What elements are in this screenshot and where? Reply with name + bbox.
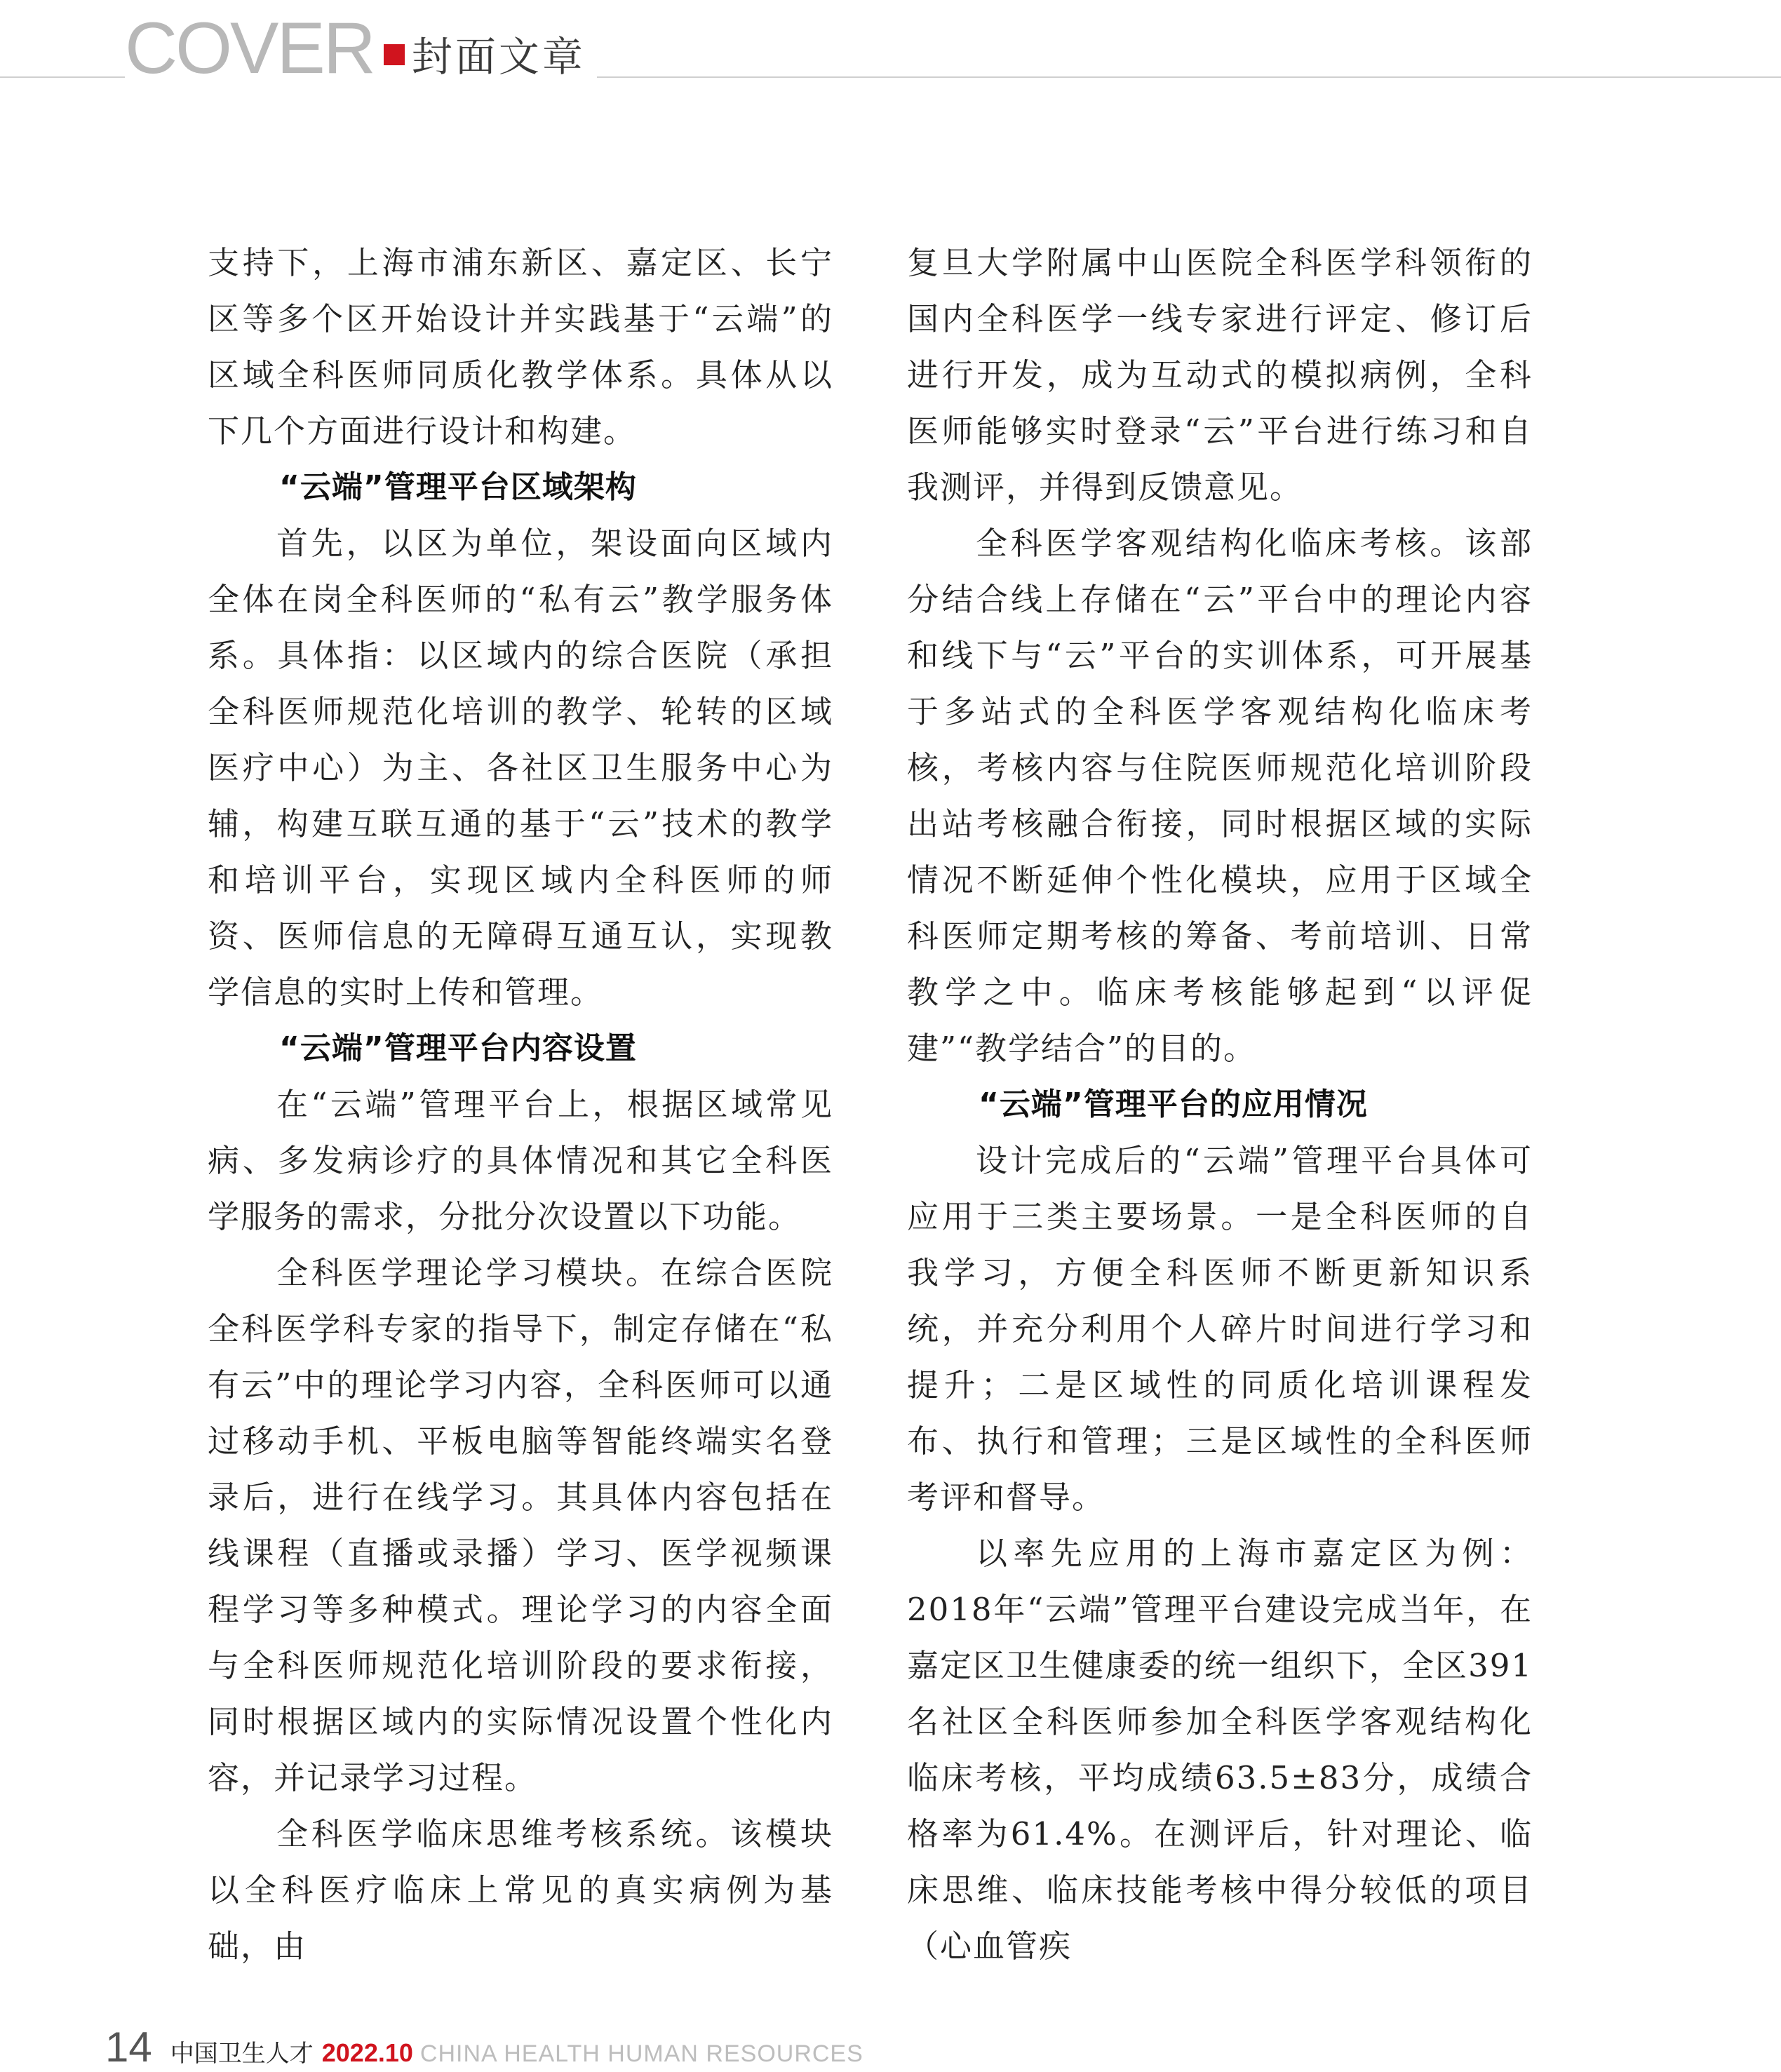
paragraph: 全科医学客观结构化临床考核。该部分结合线上存储在“云”平台中的理论内容和线下与“云”平台的实训体系，可开展基于多站式的全科医学客观结构化临床考核，考核内容与住院医师规范化培训阶段出站考核融合衔接，同时根据区域的实际情况不断延伸个性化模块，应用于区域全科医师定期考核的筹备、考前培训、日常教学之中。临床考核能够起到“以评促建”“教学结合”的目的。	[907, 525, 1533, 1067]
paragraph: 在“云端”管理平台上，根据区域常见病、多发病诊疗的具体情况和其它全科医学服务的需求，分批分次设置以下功能。	[208, 1086, 833, 1235]
paragraph: 全科医学理论学习模块。在综合医院全科医学科专家的指导下，制定存储在“私有云”中的理论学习内容，全科医师可以通过移动手机、平板电脑等智能终端实名登录后，进行在线学习。其具体内容包括在线课程（直播或录播）学习、医学视频课程学习等多种模式。理论学习的内容全面与全科医师规范化培训阶段的要求衔接，同时根据区域内的实际情况设置个性化内容，并记录学习过程。	[208, 1254, 833, 1796]
subheading: “云端”管理平台内容设置	[279, 1030, 637, 1066]
magazine-english-name: CHINA HEALTH HUMAN RESOURCES	[419, 2040, 863, 2067]
subheading: “云端”管理平台区域架构	[279, 469, 637, 505]
paragraph: 以率先应用的上海市嘉定区为例：2018年“云端”管理平台建设完成当年，在嘉定区卫生健康委的统一组织下，全区391名社区全科医师参加全科医学客观结构化临床考核，平均成绩63.5±83分，成绩合格率为61.4%。在测评后，针对理论、临床思维、临床技能考核中得分较低的项目（心血管疾	[907, 1535, 1533, 1965]
paragraph: 支持下，上海市浦东新区、嘉定区、长宁区等多个区开始设计并实践基于“云端”的区域全科医师同质化教学体系。具体从以下几个方面进行设计和构建。	[208, 244, 833, 450]
page-footer	[105, 2023, 863, 2072]
paragraph: 首先，以区为单位，架设面向区域内全体在岗全科医师的“私有云”教学服务体系。具体指：以区域内的综合医院（承担全科医师规范化培训的教学、轮转的区域医疗中心）为主、各社区卫生服务中心为辅，构建互联互通的基于“云”技术的教学和培训平台，实现区域内全科医师的师资、医师信息的无障碍互通互认，实现教学信息的实时上传和管理。	[208, 525, 833, 1011]
paragraph: 复旦大学附属中山医院全科医学科领衔的国内全科医学一线专家进行评定、修订后进行开发，成为互动式的模拟病例，全科医师能够实时登录“云”平台进行练习和自我测评，并得到反馈意见。	[907, 244, 1533, 506]
page-number: 14	[105, 2024, 152, 2071]
paragraph: 全科医学临床思维考核系统。该模块以全科医疗临床上常见的真实病例为基础，由	[208, 1815, 833, 1965]
issue-number: 2022.10	[321, 2038, 413, 2067]
subheading: “云端”管理平台的应用情况	[979, 1087, 1368, 1122]
paragraph: 设计完成后的“云端”管理平台具体可应用于三类主要场景。一是全科医师的自我学习，方便全科医师不断更新知识系统，并充分利用个人碎片时间进行学习和提升；二是区域性的同质化培训课程发布、执行和管理；三是区域性的全科医师考评和督导。	[907, 1142, 1533, 1516]
left-column	[208, 235, 833, 1975]
magazine-name: 中国卫生人才	[170, 2040, 314, 2068]
page-header	[125, 10, 597, 87]
right-column	[907, 235, 1533, 1975]
cover-word: COVER	[125, 8, 374, 89]
red-square-marker	[384, 44, 405, 65]
section-label: 封面文章	[411, 33, 586, 81]
